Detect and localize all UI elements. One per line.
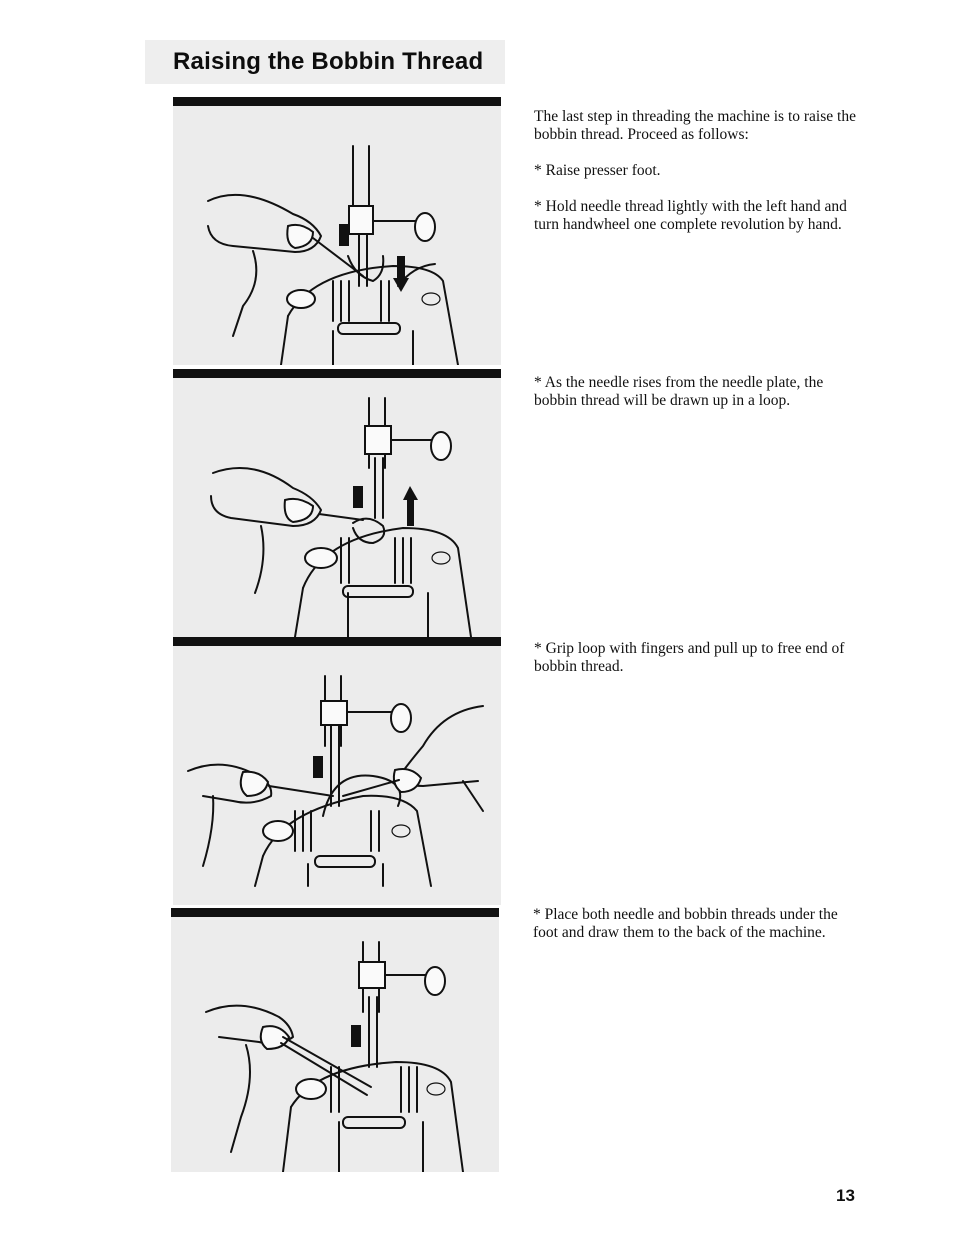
panel-header-bar bbox=[171, 908, 499, 917]
page-title: Raising the Bobbin Thread bbox=[145, 40, 505, 84]
illustration-hold-needle-thread bbox=[173, 97, 501, 365]
step-4-place-threads: * Place both needle and bobbin threads under the foot and draw them to the back of the machine. bbox=[533, 906, 838, 941]
step-2-loop: * As the needle rises from the needle plate, the bobbin thread will be drawn up in a loop. bbox=[534, 374, 824, 409]
step-1-hold-thread: * Hold needle thread lightly with the left hand and turn handwheel one complete revolution by hand. bbox=[534, 198, 847, 233]
step-1-intro: The last step in threading the machine is to raise the bobbin thread. Proceed as follows: bbox=[534, 108, 856, 143]
illustration-draw-threads-back bbox=[171, 908, 499, 1172]
step-1-text bbox=[534, 108, 864, 252]
panel-header-bar bbox=[173, 637, 501, 646]
step-1-raise-foot: * Raise presser foot. bbox=[534, 162, 661, 179]
step-3-text bbox=[534, 640, 864, 694]
step-3-grip-loop: * Grip loop with fingers and pull up to free end of bobbin thread. bbox=[534, 640, 845, 675]
panel-header-bar bbox=[173, 369, 501, 378]
illustration-pull-loop bbox=[173, 637, 501, 905]
step-2-text bbox=[534, 374, 864, 428]
panel-header-bar bbox=[173, 97, 501, 106]
page-number: 13 bbox=[836, 1186, 855, 1205]
step-4-text bbox=[533, 906, 863, 960]
illustration-bobbin-loop bbox=[173, 369, 501, 637]
